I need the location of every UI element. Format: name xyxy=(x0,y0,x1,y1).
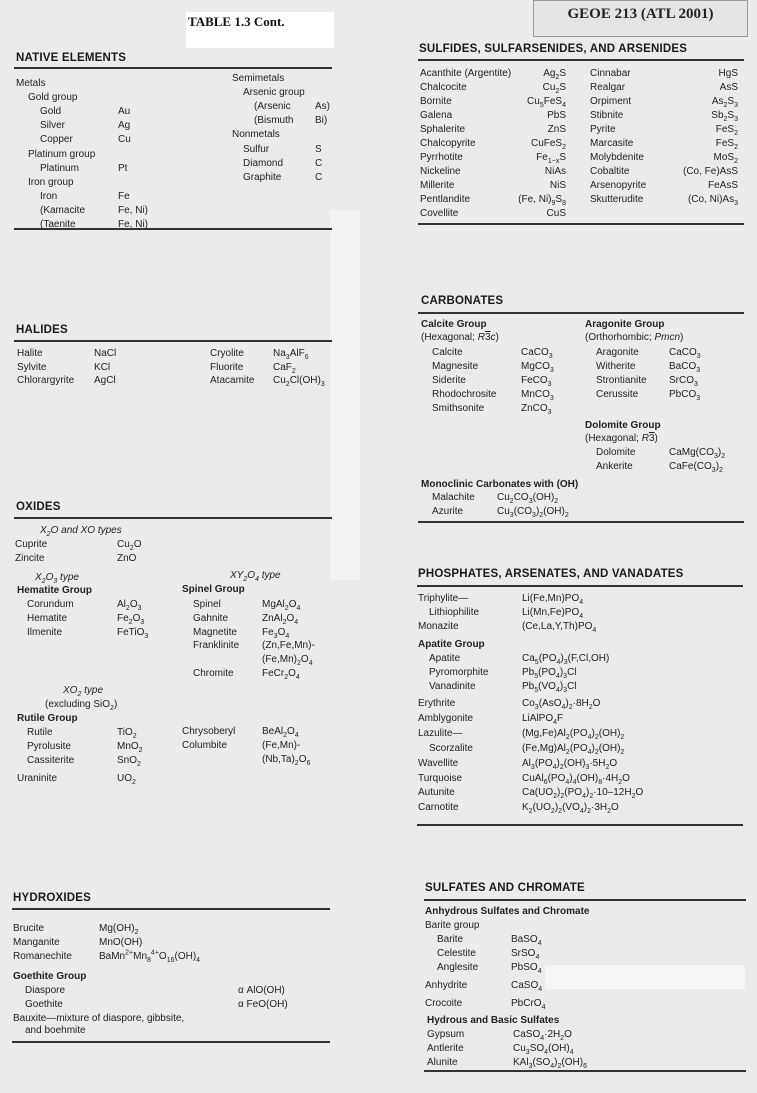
mineral-name: Cerussite xyxy=(596,389,639,400)
mineral-name: Magnetite xyxy=(193,626,237,638)
mineral-name: Chlorargyrite xyxy=(17,375,75,386)
group-heading: Monoclinic Carbonates with (OH) xyxy=(421,479,579,490)
oxide-type-note: (excluding SiO$_2$) xyxy=(45,699,118,712)
mineral-formula: $KAl_3(SO_4)_2(OH)_6$ xyxy=(513,1057,587,1070)
mineral-formula: AgCl xyxy=(94,375,116,386)
mineral-name: Franklinite xyxy=(193,640,240,652)
mineral-name: Marcasite xyxy=(590,138,634,149)
mineral-formula: (Zn,Fe,Mn)- xyxy=(262,640,315,652)
mineral-formula: CaSO$_4$ xyxy=(511,980,543,993)
hydroxides-rule xyxy=(12,908,330,910)
native-elements-rule xyxy=(14,67,332,69)
mineral-formula: $Cu_2Cl(OH)_3$ xyxy=(273,375,325,388)
mineral-name: Cinnabar xyxy=(590,68,631,79)
mineral-formula: $BaMn^{2+}Mn_8^{4+}O_{16}(OH)_4$ xyxy=(99,949,201,964)
mineral-name: Sphalerite xyxy=(420,124,466,135)
sulfates-rule xyxy=(424,899,746,901)
mineral-name: Pyrrhotite xyxy=(420,152,463,163)
mineral-name: Molybdenite xyxy=(590,152,644,163)
mineral-formula: $Cu_5FeS_4$ xyxy=(527,96,566,109)
mineral-formula: FeS$_2$ xyxy=(715,124,738,137)
phosphates-rule xyxy=(417,585,743,587)
mineral-name: Lazulite— xyxy=(418,727,463,739)
group-heading: Hematite Group xyxy=(17,585,93,596)
mineral-formula: $Ag_2S$ xyxy=(543,68,566,81)
mineral-name: Pentlandite xyxy=(420,194,471,205)
mineral-formula: $(Fe,Mg)Al_2(PO_4)_2(OH)_2$ xyxy=(522,742,625,756)
mineral-formula: $Fe_{1-x}S$ xyxy=(536,152,566,165)
mineral-name: Siderite xyxy=(432,375,466,386)
mineral-name: Crocoite xyxy=(425,998,463,1009)
group-heading: Calcite Group xyxy=(421,319,487,330)
mineral-formula: $Na_3AlF_6$ xyxy=(273,348,309,361)
mineral-name: Monazite xyxy=(418,621,459,633)
mineral-name: (Bismuth xyxy=(254,115,294,127)
mineral-name: Atacamite xyxy=(210,375,255,386)
mineral-formula: $ZnAl_2O_4$ xyxy=(262,612,299,626)
mineral-name: Copper xyxy=(40,134,73,146)
group-heading: Aragonite Group xyxy=(585,319,665,330)
mineral-name: Brucite xyxy=(13,923,45,934)
mineral-formula: Fe, Ni) xyxy=(118,219,148,230)
oxides-rule xyxy=(14,517,332,519)
mineral-formula: $Mg(OH)_2$ xyxy=(99,923,139,936)
mineral-formula: S xyxy=(315,143,322,155)
mineral-name: Silver xyxy=(40,120,66,132)
mineral-name: Bornite xyxy=(420,96,452,107)
mineral-name: Uraninite xyxy=(17,773,58,784)
mineral-name: Magnesite xyxy=(432,361,479,372)
mineral-formula: MgCO$_3$ xyxy=(521,361,554,374)
mineral-name: Antlerite xyxy=(427,1043,464,1054)
mineral-name: Malachite xyxy=(432,492,475,503)
oxide-type-heading: $XY_2O_4$ type xyxy=(230,570,281,583)
mineral-name: Semimetals xyxy=(232,73,285,84)
mineral-name: Skutterudite xyxy=(590,194,644,205)
note-text: Bauxite—mixture of diaspore, gibbsite, xyxy=(13,1013,185,1024)
mineral-name: Chromite xyxy=(193,668,234,679)
oxide-type-heading: $XO_2$ type xyxy=(63,685,104,698)
group-heading: Rutile Group xyxy=(17,713,78,724)
mineral-name: Autunite xyxy=(418,787,455,799)
native-elements-title: NATIVE ELEMENTS xyxy=(16,52,127,64)
mineral-name: Apatite xyxy=(429,653,461,664)
mineral-formula: CaF$_2$ xyxy=(273,361,296,375)
mineral-formula: (Fe,Mn)- xyxy=(262,739,301,751)
mineral-name: Scorzalite xyxy=(429,742,473,754)
mineral-formula: Ag xyxy=(118,120,131,132)
mineral-formula: AsS xyxy=(719,82,738,93)
mineral-name: Hematite xyxy=(27,613,68,624)
mineral-name: Platinum group xyxy=(28,148,96,160)
mineral-formula: $BeAl_2O_4$ xyxy=(262,726,299,739)
note-text: and boehmite xyxy=(25,1025,86,1036)
mineral-name: Ankerite xyxy=(596,461,633,472)
group-heading: Spinel Group xyxy=(182,584,245,595)
page-highlight xyxy=(330,210,360,580)
mineral-formula: Bi) xyxy=(315,115,328,127)
mineral-name: Pyromorphite xyxy=(429,667,489,679)
course-label: GEOE 213 (ATL 2001) xyxy=(533,0,748,37)
mineral-name: Iron xyxy=(40,190,58,202)
sulfides-end-rule xyxy=(418,223,744,225)
mineral-name: Iron group xyxy=(28,176,74,188)
mineral-name: Cryolite xyxy=(210,348,244,359)
mineral-name: Chrysoberyl xyxy=(182,726,236,737)
mineral-formula: $CaMg(CO_3)_2$ xyxy=(669,447,726,460)
mineral-formula: LiAlPO$_4$F xyxy=(522,712,564,726)
mineral-formula: FeS$_2$ xyxy=(715,138,738,151)
mineral-name: Galena xyxy=(420,110,453,121)
mineral-formula: $Al_2O_3$ xyxy=(117,599,142,612)
mineral-name: Nickeline xyxy=(420,166,461,177)
mineral-name: Lithiophilite xyxy=(429,607,480,619)
mineral-formula: Cu xyxy=(118,134,131,146)
sulfates-end-rule xyxy=(424,1070,746,1072)
mineral-formula: CuS xyxy=(546,208,566,219)
mineral-formula: (Fe, $Ni)_9S_8$ xyxy=(518,194,566,207)
mineral-name: Pyrite xyxy=(590,124,616,135)
mineral-name: Anglesite xyxy=(437,962,479,973)
mineral-formula: (Co, Fe)AsS xyxy=(682,166,738,177)
mineral-name: Anhydrite xyxy=(425,980,468,991)
mineral-name: Rhodochrosite xyxy=(432,389,497,400)
mineral-name: Smithsonite xyxy=(432,403,485,414)
mineral-formula: $Ca(UO_2)_2(PO_4)_2\cdot 10-12H_2O$ xyxy=(522,787,644,801)
oxide-type-heading: $X_2O$ and XO types xyxy=(40,525,122,538)
mineral-name: Chalcopyrite xyxy=(420,138,476,149)
mineral-formula: CuFeS$_2$ xyxy=(530,138,566,151)
mineral-name: Vanadinite xyxy=(429,681,476,693)
mineral-name: Orpiment xyxy=(590,96,632,107)
mineral-name: Aragonite xyxy=(596,347,639,358)
mineral-name: (Arsenic xyxy=(254,101,291,113)
mineral-name: Gahnite xyxy=(193,612,229,624)
mineral-name: Zincite xyxy=(15,553,45,564)
mineral-formula: α FeO(OH) xyxy=(238,998,288,1010)
mineral-formula: Fe, Ni) xyxy=(118,204,148,216)
mineral-name: Platinum xyxy=(40,162,79,174)
mineral-name: Romanechite xyxy=(13,950,72,962)
mineral-formula: $Li(Mn,Fe)PO_4$ xyxy=(522,607,584,621)
mineral-name: Goethite xyxy=(25,998,63,1010)
mineral-formula: $CuAl_6(PO_4)_4(OH)_8\cdot 4H_2O$ xyxy=(522,772,630,786)
mineral-formula: $(Fe,Mn)_2O_4$ xyxy=(262,654,313,668)
mineral-formula: $Pb_5(VO_4)_3Cl$ xyxy=(522,681,577,695)
mineral-name: Carnotite xyxy=(418,802,459,814)
mineral-formula: (Co, $Ni)As_3$ xyxy=(687,194,738,207)
mineral-formula: CaCO$_3$ xyxy=(521,347,553,360)
mineral-formula: FeTiO$_3$ xyxy=(117,627,149,640)
carbonates-title: CARBONATES xyxy=(421,295,504,307)
mineral-name: Metals xyxy=(16,78,46,89)
table-label: TABLE 1.3 Cont. xyxy=(186,12,334,48)
mineral-formula: NiAs xyxy=(544,166,566,177)
sulfides-title: SULFIDES, SULFARSENIDES, AND ARSENIDES xyxy=(419,43,688,55)
mineral-name: Diaspore xyxy=(25,985,66,996)
mineral-formula: $Fe_2O_3$ xyxy=(117,613,145,626)
mineral-name: Realgar xyxy=(590,82,626,93)
mineral-name: Gypsum xyxy=(427,1029,465,1040)
mineral-name: Diamond xyxy=(243,157,284,169)
mineral-formula: $Ca_5(PO_4)_3(F,Cl,OH)$ xyxy=(522,653,610,666)
mineral-name: Wavellite xyxy=(418,757,459,769)
mineral-name: (Kamacite xyxy=(40,204,86,216)
mineral-formula: HgS xyxy=(718,68,738,79)
mineral-name: Gold xyxy=(40,106,62,118)
mineral-name: (Taenite xyxy=(40,219,76,230)
mineral-formula: $(Ce,La,Y,Th)PO_4$ xyxy=(522,621,597,635)
mineral-formula: C xyxy=(315,171,323,183)
mineral-formula: $Cu_3(CO_3)_2(OH)_2$ xyxy=(497,506,569,519)
mineral-formula: MoS$_2$ xyxy=(713,152,738,165)
mineral-formula: $Co_3(AsO_4)_2\cdot 8H_2O$ xyxy=(522,698,601,711)
mineral-name: Chalcocite xyxy=(420,82,467,93)
mineral-name: Manganite xyxy=(13,936,60,948)
mineral-name: Barite xyxy=(437,934,464,945)
group-heading: Dolomite Group xyxy=(585,420,661,431)
mineral-name: Dolomite xyxy=(596,447,636,458)
mineral-formula: TiO$_2$ xyxy=(117,727,137,740)
oxide-type-heading: $X_2O_3$ type xyxy=(35,572,79,585)
mineral-formula: BaCO$_3$ xyxy=(669,361,701,374)
group-heading: Apatite Group xyxy=(418,639,485,650)
mineral-formula: $Li(Fe,Mn)PO_4$ xyxy=(522,593,584,606)
mineral-name: Fluorite xyxy=(210,361,244,373)
mineral-formula: MnO$_2$ xyxy=(117,741,143,754)
mineral-formula: CaCO$_3$ xyxy=(669,347,701,360)
hydroxides-title: HYDROXIDES xyxy=(13,892,92,904)
phosphates-title: PHOSPHATES, ARSENATES, AND VANADATES xyxy=(418,568,684,580)
mineral-name: Alunite xyxy=(427,1057,458,1068)
mineral-formula: PbCO$_3$ xyxy=(669,389,701,402)
mineral-name: Graphite xyxy=(243,171,282,183)
mineral-formula: NiS xyxy=(549,180,566,191)
mineral-formula: $Pb_5(PO_4)_3Cl$ xyxy=(522,667,577,681)
carbonates-end-rule xyxy=(418,521,744,523)
mineral-formula: $CaSO_4\cdot 2H_2O$ xyxy=(513,1029,572,1042)
halides-title: HALIDES xyxy=(16,324,68,336)
group-heading: Anhydrous Sulfates and Chromate xyxy=(425,906,590,917)
mineral-name: Spinel xyxy=(193,599,221,610)
mineral-formula: ZnS xyxy=(547,124,566,135)
mineral-formula: FeAsS xyxy=(707,180,738,191)
mineral-name: Azurite xyxy=(432,506,464,517)
mineral-name: Calcite xyxy=(432,347,463,358)
mineral-formula: PbCrO$_4$ xyxy=(511,998,546,1011)
mineral-formula: $Cu_2S$ xyxy=(542,82,566,95)
mineral-formula: MnO(OH) xyxy=(99,936,143,948)
mineral-formula: KCl xyxy=(94,361,111,373)
mineral-name: Gold group xyxy=(28,92,78,104)
mineral-formula: $Cu_2O$ xyxy=(117,539,142,552)
mineral-formula: SrCO$_3$ xyxy=(669,375,698,388)
mineral-name: Rutile xyxy=(27,727,53,738)
halides-rule xyxy=(14,340,332,342)
mineral-formula: SnO$_2$ xyxy=(117,755,141,768)
crystal-system: (Hexagonal; R3c) xyxy=(421,332,499,343)
mineral-formula: Au xyxy=(118,106,131,118)
mineral-name: Acanthite (Argentite) xyxy=(420,68,512,79)
mineral-formula: $MgAl_2O_4$ xyxy=(262,599,301,612)
mineral-formula: $CaFe(CO_3)_2$ xyxy=(669,461,723,474)
mineral-name: Arsenic group xyxy=(243,87,305,99)
mineral-formula: α AlO(OH) xyxy=(238,985,285,996)
mineral-name: Erythrite xyxy=(418,698,456,709)
mineral-formula: $K_2(UO_2)_2(VO_4)_2\cdot 3H_2O$ xyxy=(522,802,619,816)
mineral-name: Cuprite xyxy=(15,539,48,550)
mineral-formula: $Fe_3O_4$ xyxy=(262,626,290,640)
mineral-formula: NaCl xyxy=(94,348,117,359)
sulfides-rule xyxy=(418,59,744,61)
mineral-name: Pyrolusite xyxy=(27,741,71,752)
white-patch xyxy=(545,965,745,989)
mineral-name: Corundum xyxy=(27,599,74,610)
oxides-title: OXIDES xyxy=(16,501,61,513)
phosphates-end-rule xyxy=(417,824,743,826)
mineral-name: Nonmetals xyxy=(232,129,280,141)
mineral-formula: ZnCO$_3$ xyxy=(521,403,552,416)
mineral-name: Stibnite xyxy=(590,110,624,121)
mineral-formula: $UO_2$ xyxy=(117,773,136,786)
mineral-formula: Fe xyxy=(118,190,130,202)
mineral-name: Millerite xyxy=(420,180,455,191)
mineral-name: Halite xyxy=(17,348,43,359)
mineral-formula: $FeCr_2O_4$ xyxy=(262,668,300,681)
crystal-system: (Orthorhombic; Pmcn) xyxy=(585,332,684,343)
mineral-formula: FeCO$_3$ xyxy=(521,375,552,388)
mineral-name: Ilmenite xyxy=(27,627,63,638)
crystal-system: (Hexagonal; R3) xyxy=(585,433,658,444)
mineral-formula: PbSO$_4$ xyxy=(511,962,542,975)
mineral-name: Witherite xyxy=(596,361,636,372)
mineral-name: Columbite xyxy=(182,739,228,751)
hydroxides-end-rule xyxy=(12,1041,330,1043)
mineral-formula: PbS xyxy=(547,110,566,121)
mineral-name: Cassiterite xyxy=(27,755,75,766)
mineral-formula: MnCO$_3$ xyxy=(521,389,554,402)
mineral-formula: $Sb_2S_3$ xyxy=(711,110,738,123)
mineral-formula: BaSO$_4$ xyxy=(511,934,542,947)
group-heading: Goethite Group xyxy=(13,971,87,982)
mineral-formula: $As_2S_3$ xyxy=(711,96,738,109)
mineral-name: Triphylite— xyxy=(418,593,469,604)
mineral-name: Sylvite xyxy=(17,361,47,373)
mineral-formula: As) xyxy=(315,101,330,113)
mineral-name: Covellite xyxy=(420,208,459,219)
mineral-formula: $Al_3(PO_4)_2(OH)_3\cdot 5H_2O$ xyxy=(522,757,618,771)
mineral-name: Cobaltite xyxy=(590,166,630,177)
native-elements-end-rule xyxy=(14,228,332,230)
mineral-formula: SrSO$_4$ xyxy=(511,948,540,961)
sulfates-title: SULFATES AND CHROMATE xyxy=(425,882,585,894)
mineral-formula: $Cu_3SO_4(OH)_4$ xyxy=(513,1043,574,1056)
mineral-formula: ZnO xyxy=(117,553,137,564)
mineral-formula: C xyxy=(315,157,323,169)
mineral-name: Celestite xyxy=(437,948,476,959)
group-heading: Hydrous and Basic Sulfates xyxy=(427,1015,560,1026)
mineral-formula: $Cu_2CO_3(OH)_2$ xyxy=(497,492,559,505)
mineral-name: Strontianite xyxy=(596,375,647,386)
mineral-formula: $(Nb,Ta)_2O_6$ xyxy=(262,753,311,767)
mineral-name: Sulfur xyxy=(243,143,270,155)
mineral-name: Amblygonite xyxy=(418,712,474,724)
mineral-formula: Pt xyxy=(118,162,128,174)
mineral-formula: $(Mg,Fe)Al_2(PO_4)_2(OH)_2$ xyxy=(522,727,625,741)
mineral-name: Arsenopyrite xyxy=(590,180,647,191)
carbonates-rule xyxy=(418,312,744,314)
mineral-name: Turquoise xyxy=(418,772,463,784)
group-label: Barite group xyxy=(425,920,480,931)
